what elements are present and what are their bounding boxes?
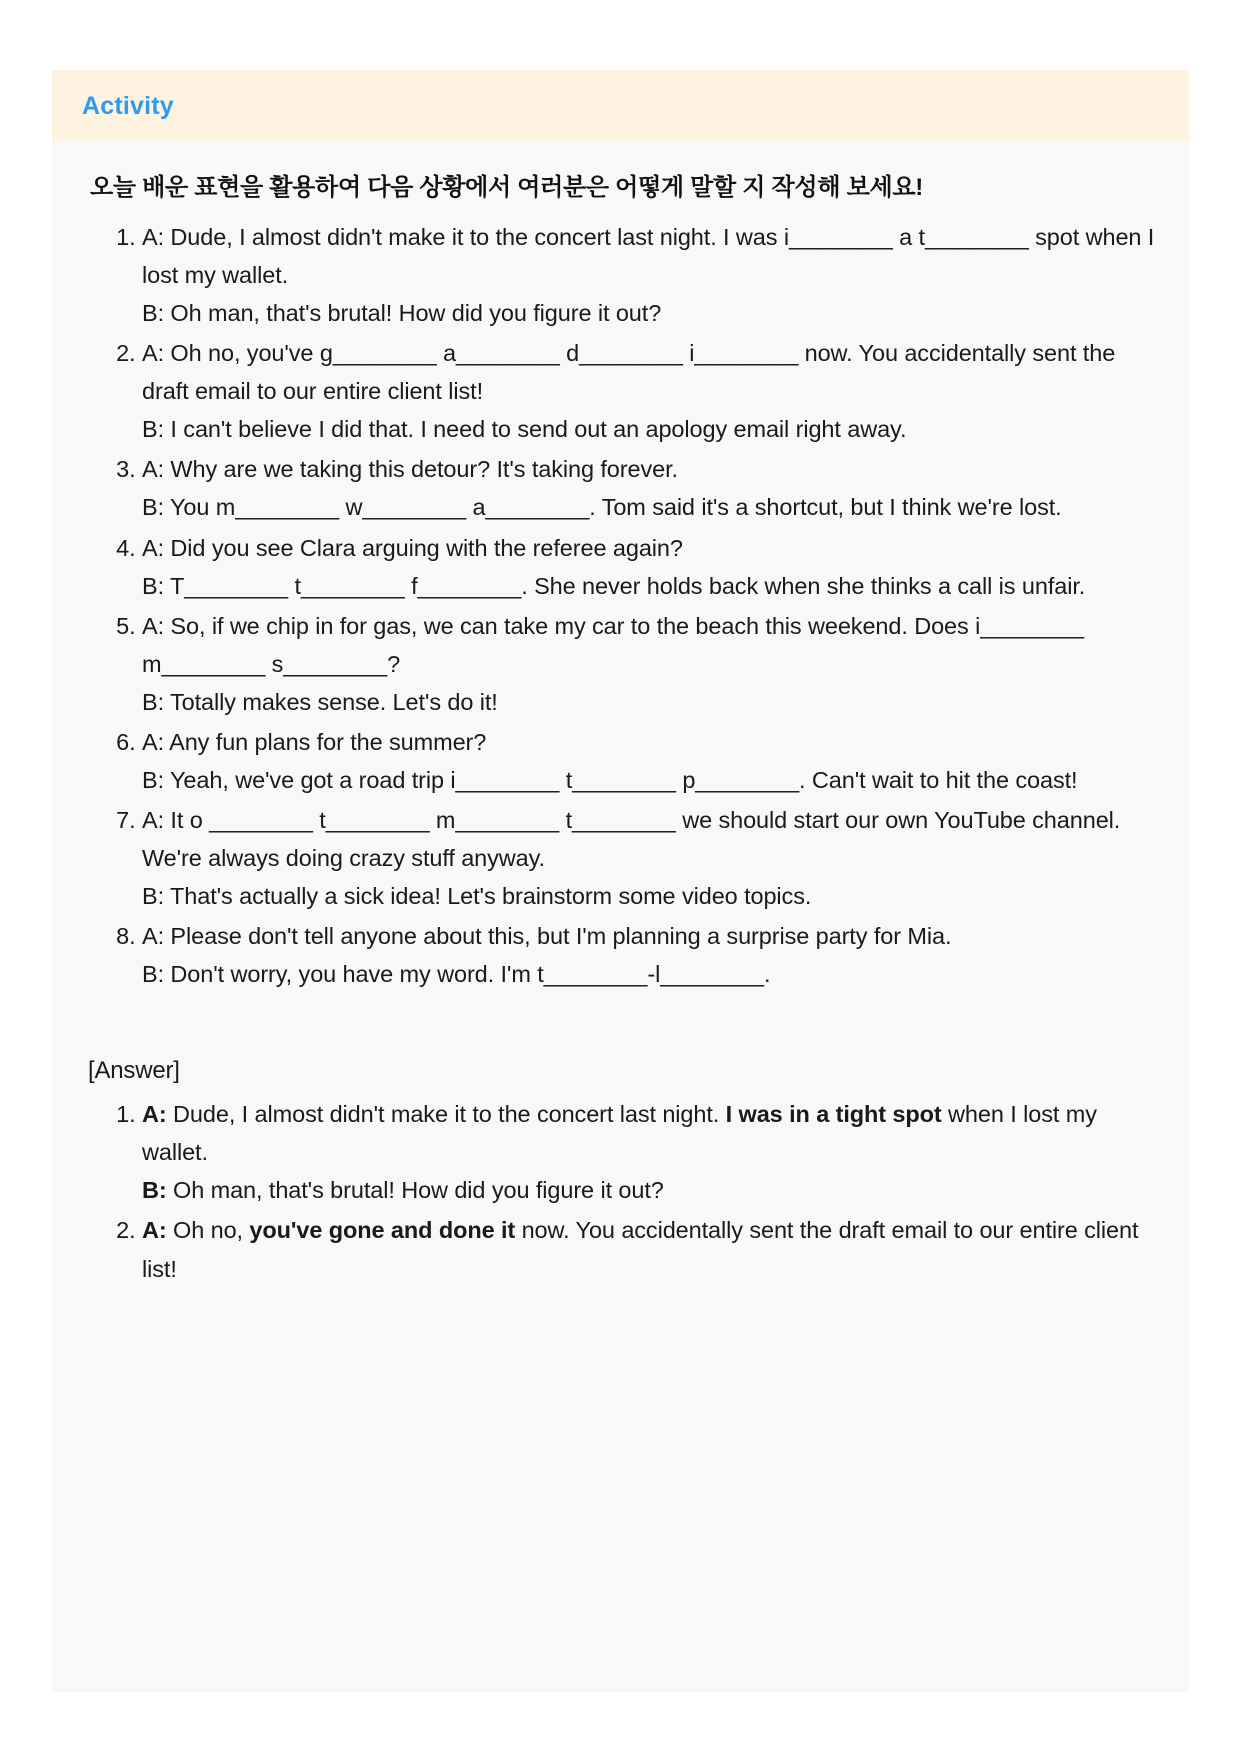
dialogue-line-a: 8. A: Please don't tell anyone about this, but I'm planning a surprise party for Mia. (142, 923, 952, 950)
worksheet-body (52, 141, 1189, 1330)
list-item (142, 1211, 1155, 1287)
answer-a-pre: Oh no, (166, 1217, 250, 1244)
activity-question-list (86, 218, 1155, 993)
list-item (142, 334, 1155, 448)
answer-line-a (142, 1095, 1155, 1171)
worksheet-sheet (52, 70, 1189, 1692)
dialogue-line-a: 3. A: Why are we taking this detour? It's taking forever. (142, 456, 678, 483)
activity-header-band (52, 70, 1189, 141)
list-item (142, 1095, 1155, 1209)
answer-a-highlight: you've gone and done it (249, 1217, 516, 1244)
list-item (142, 723, 1155, 799)
dialogue-line-b: B: T________ t________ f________. She never holds back when she thinks a call is unfair. (142, 572, 1086, 599)
speaker-a-label: A: (142, 1217, 167, 1244)
dialogue-line-b: B: Totally makes sense. Let's do it! (142, 688, 498, 715)
dialogue-line-a: 6. A: Any fun plans for the summer? (142, 728, 487, 755)
answer-a-pre: Dude, I almost didn't make it to the concert last night. (166, 1101, 726, 1128)
dialogue-line-a: 7. A: It o ________ t________ m________ t________ we should start our own YouTube channel. We're always doing crazy stuff anyway. (142, 806, 1121, 871)
answer-a-highlight: I was in a tight spot (725, 1101, 942, 1128)
dialogue-line-a: 5. A: So, if we chip in for gas, we can take my car to the beach this weekend. Does i________ m________ s________? (142, 612, 1084, 677)
dialogue-line-b: B: Oh man, that's brutal! How did you figure it out? (142, 300, 662, 327)
answer-section-label: [Answer] (88, 1057, 180, 1085)
speaker-a-label: A: (142, 1101, 167, 1128)
answer-a-post: when I lost my wallet. (142, 1101, 1097, 1166)
list-item (142, 801, 1155, 915)
list-item (142, 917, 1155, 993)
list-item (142, 607, 1155, 721)
list-item (142, 529, 1155, 605)
dialogue-line-b: B: Don't worry, you have my word. I'm t________-l________. (142, 961, 771, 988)
answer-line-b (142, 1171, 1155, 1209)
speaker-b-label: B: (142, 1177, 167, 1204)
dialogue-line-a: 2. A: Oh no, you've g________ a________ d________ i________ now. You accidentally sent the draft email to our entire client list! (142, 340, 1116, 405)
answer-list (86, 1095, 1155, 1287)
dialogue-line-a: 4. A: Did you see Clara arguing with the referee again? (142, 534, 683, 561)
answer-a-post: now. You accidentally sent the draft email to our entire client list! (142, 1217, 1139, 1282)
list-item (142, 450, 1155, 526)
dialogue-line-b: B: That's actually a sick idea! Let's brainstorm some video topics. (142, 883, 812, 910)
dialogue-line-a: 1. A: Dude, I almost didn't make it to the concert last night. I was i________ a t________ spot when I lost my wallet. (142, 224, 1155, 289)
answer-line-a (142, 1211, 1155, 1287)
prompt-text: 오늘 배운 표현을 활용하여 다음 상황에서 여러분은 어떻게 말할 지 작성해 보세요! (90, 174, 923, 201)
dialogue-line-b: B: Yeah, we've got a road trip i________ t________ p________. Can't wait to hit the coast! (142, 766, 1078, 793)
dialogue-line-b: B: You m________ w________ a________. Tom said it's a shortcut, but I think we're lost. (142, 494, 1062, 521)
dialogue-line-b: B: I can't believe I did that. I need to send out an apology email right away. (142, 416, 907, 443)
list-item (142, 218, 1155, 332)
activity-title: Activity (82, 92, 174, 120)
answer-b-pre: Oh man, that's brutal! How did you figure it out? (166, 1177, 664, 1204)
